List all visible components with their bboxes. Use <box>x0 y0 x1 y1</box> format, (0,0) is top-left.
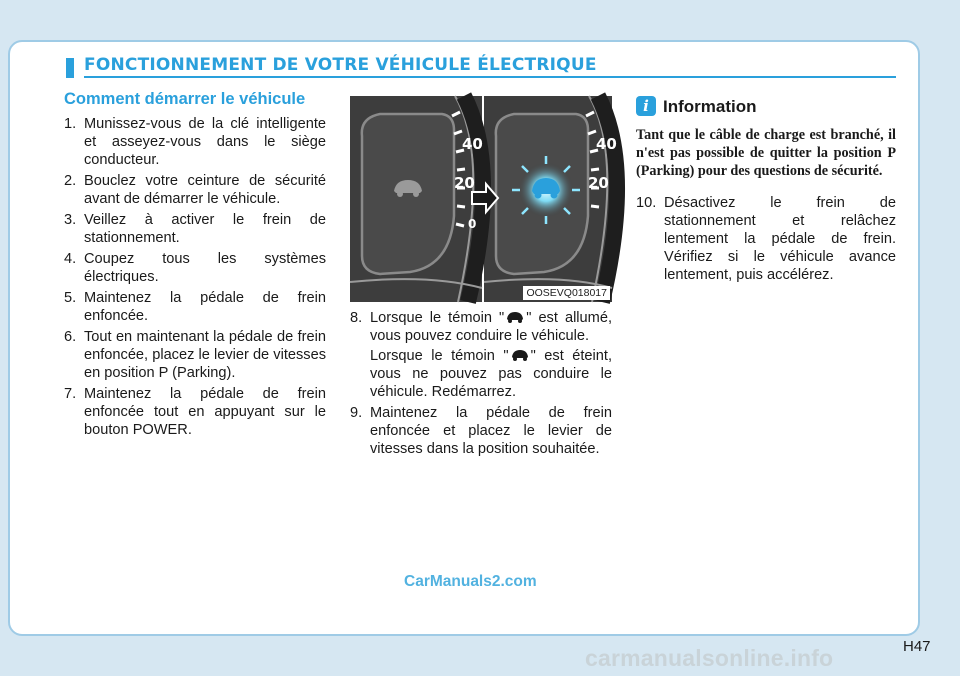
step-number: 1. <box>64 116 77 132</box>
middle-column <box>350 309 612 461</box>
step-number: 4. <box>64 251 77 267</box>
gauge-label-40-right: 40 <box>596 135 617 153</box>
step-number: 8. <box>350 310 363 326</box>
step-number: 3. <box>64 212 77 228</box>
list-item <box>64 115 326 169</box>
top-band <box>0 0 960 40</box>
info-title: Information <box>663 97 757 116</box>
footer-watermark: carmanualsonline.info <box>585 645 834 671</box>
step-number: 10. <box>636 195 657 211</box>
figure-caption: OOSEVQ018017 <box>523 286 610 300</box>
step-number: 7. <box>64 386 77 402</box>
step-number: 5. <box>64 290 77 306</box>
list-item <box>64 328 326 382</box>
step-text: Maintenez la pédale de frein enfoncée et placez le levier de vitesses dans la position souhaitée. <box>370 405 612 457</box>
ready-lamp-icon <box>504 310 526 324</box>
instrument-cluster-figure <box>350 96 617 302</box>
right-column <box>636 126 896 287</box>
list-item <box>64 385 326 439</box>
list-item <box>350 309 612 401</box>
start-steps-list <box>64 115 326 439</box>
cluster-illustration <box>350 96 617 302</box>
step-text-a-before: Lorsque le témoin " <box>370 310 505 326</box>
gauge-label-20: 20 <box>454 174 475 192</box>
step-text: Munissez-vous de la clé intelligente et asseyez-vous dans le siège conducteur. <box>84 116 326 168</box>
info-text: Tant que le câble de charge est branché, il n'est pas possible de quitter la position P (Parking) pour des questions de sécurité. <box>636 127 896 179</box>
gauge-label-40: 40 <box>462 135 483 153</box>
step-text-b-after: " est éteint, vous ne pouvez pas conduire le véhicule. Redémarrez. <box>370 348 613 400</box>
page-number: H47 <box>903 638 931 655</box>
step-text: Coupez tous les systèmes électriques. <box>84 251 326 285</box>
gauge-label-20-right: 20 <box>588 174 609 192</box>
info-header <box>636 96 898 120</box>
list-item <box>64 289 326 325</box>
section-marker <box>66 58 74 78</box>
step-number: 9. <box>350 405 363 421</box>
step-number: 2. <box>64 173 77 189</box>
list-item <box>350 404 612 458</box>
watermark: CarManuals2.com <box>404 573 537 590</box>
step-subparagraph <box>370 347 612 401</box>
list-item <box>64 250 326 286</box>
subheading: Comment démarrer le véhicule <box>64 90 306 108</box>
section-title: FONCTIONNEMENT DE VOTRE VÉHICULE ÉLECTRIQUE <box>84 55 597 75</box>
step-text: Maintenez la pédale de frein enfoncée tout en appuyant sur le bouton POWER. <box>84 386 326 438</box>
step-text: Bouclez votre ceinture de sécurité avant de démarrer le véhicule. <box>84 173 326 207</box>
list-item <box>636 194 896 284</box>
step-text: Désactivez le frein de stationnement et relâchez lentement la pédale de frein. Vérifiez si le véhicule avance lentement, puis accélérez. <box>664 195 896 283</box>
step-text-b-before: Lorsque le témoin " <box>370 348 509 364</box>
list-item <box>64 172 326 208</box>
left-column <box>64 90 326 442</box>
drive-steps-list <box>636 194 896 284</box>
section-rule <box>84 76 896 78</box>
step-text: Maintenez la pédale de frein enfoncée. <box>84 290 326 324</box>
step-number: 6. <box>64 329 77 345</box>
list-item <box>64 211 326 247</box>
step-text: Tout en maintenant la pédale de frein enfoncée, placez le levier de vitesses en position P (Parking). <box>84 329 326 381</box>
ready-steps-list <box>350 309 612 458</box>
ready-lamp-icon <box>509 348 531 362</box>
step-text: Veillez à activer le frein de stationnement. <box>84 212 326 246</box>
step-text-a-after: " est allumé, vous pouvez conduire le véhicule. <box>370 310 612 344</box>
gauge-label-0: 0 <box>468 217 477 231</box>
info-icon: i <box>636 96 656 116</box>
